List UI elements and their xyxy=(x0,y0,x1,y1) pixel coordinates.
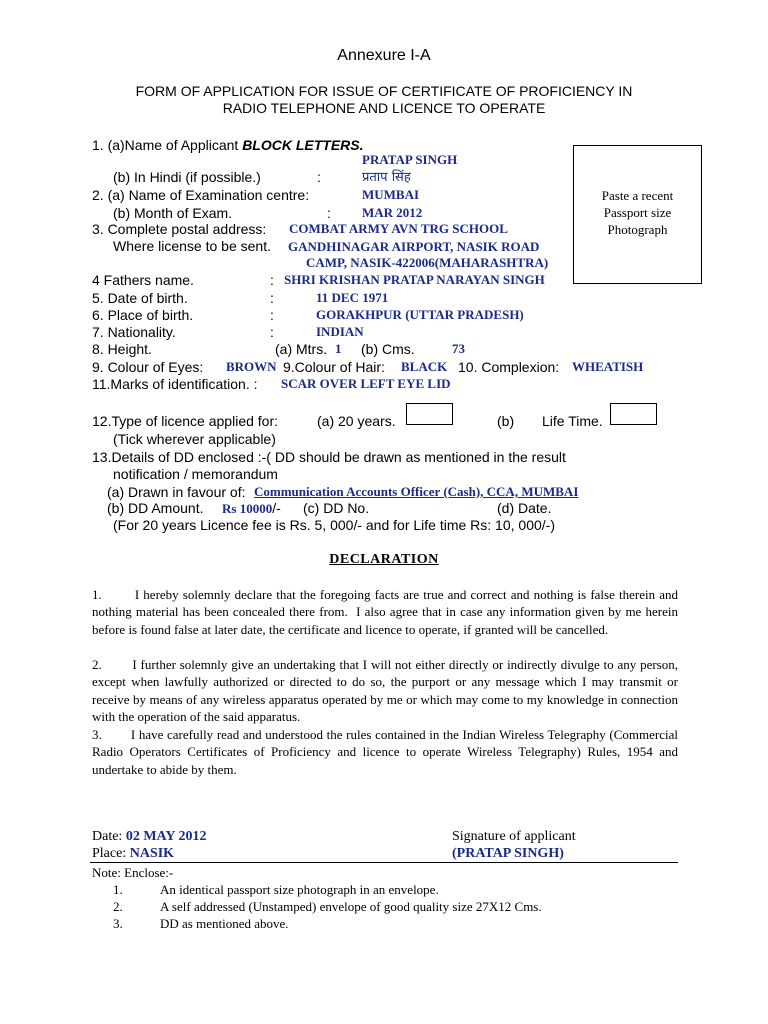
pob-label: 6. Place of birth. xyxy=(92,307,194,323)
date-value[interactable]: 02 MAY 2012 xyxy=(125,829,207,844)
fathers-name-label: 4 Fathers name. xyxy=(92,272,194,288)
applicant-name-value[interactable]: PRATAP SINGH xyxy=(362,152,458,167)
enclosure-3-number: 3. xyxy=(113,916,123,931)
photo-box[interactable] xyxy=(573,145,702,284)
form-title-line1: FORM OF APPLICATION FOR ISSUE OF CERTIFICATE OF PROFICIENCY IN xyxy=(135,83,633,99)
enclosure-2-number: 2. xyxy=(113,899,123,914)
height-cms-value[interactable]: 73 xyxy=(452,341,465,356)
exam-month-label: (b) Month of Exam. xyxy=(113,205,233,221)
form-title-line2: RADIO TELEPHONE AND LICENCE TO OPERATE xyxy=(222,100,546,116)
dd-amount-value: Rs 10000 xyxy=(222,501,273,516)
field-applicant-name-label xyxy=(92,137,364,153)
applicant-name-label: 1. (a)Name of Applicant xyxy=(92,137,243,153)
dob-colon: : xyxy=(270,290,274,306)
declaration-text-2: 2. I further solemnly give an undertaking that I will not either directly or indirectly divulge to any person, except when lawfully authorized or directed to do so, the purport or any message which I may transmit or receive by means of any wireless apparatus operated by me or which may come to my knowledge in connection with the operation of the said apparatus. xyxy=(92,657,682,725)
pob-colon: : xyxy=(270,307,274,323)
enclosure-2-text: A self addressed (Unstamped) envelope of good quality size 27X12 Cms. xyxy=(160,899,542,914)
declaration-paragraph-2 xyxy=(92,656,682,726)
declaration-paragraph-1 xyxy=(92,586,682,638)
declaration-text-3: 3. I have carefully read and understood the rules contained in the Indian Wireless Telegraphy (Commercial Radio Operators Certificates of Proficiency and licence to operate Wireless Telegraphy) Rules, 1954 and undertake to abide by them. xyxy=(92,727,682,777)
hindi-name-label: (b) In Hindi (if possible.) xyxy=(113,169,261,185)
dd-amount-field[interactable] xyxy=(222,500,281,518)
licence-lifetime-label: Life Time. xyxy=(542,413,603,429)
declaration-text-1: 1. I hereby solemnly declare that the foregoing facts are true and correct and nothing is false therein and nothing material has been concealed there from. I also agree that in case any information given by me herein before is found false at later date, the certificate and licence to operate, if granted will be cancelled. xyxy=(92,587,682,637)
place-label: Place: xyxy=(92,846,130,861)
hindi-name-colon: : xyxy=(317,169,321,185)
dd-amount-label: (b) DD Amount. xyxy=(107,500,204,516)
postal-address-value-line2[interactable]: GANDHINAGAR AIRPORT, NASIK ROAD xyxy=(288,239,540,254)
exam-month-colon: : xyxy=(327,205,331,221)
exam-centre-value[interactable]: MUMBAI xyxy=(362,187,420,202)
hair-colour-value[interactable]: BLACK xyxy=(401,359,448,374)
height-mtrs-value[interactable]: 1 xyxy=(335,341,342,356)
date-line xyxy=(92,829,206,845)
dob-value[interactable]: 11 DEC 1971 xyxy=(316,290,389,305)
postal-address-value-line1[interactable]: COMBAT ARMY AVN TRG SCHOOL xyxy=(289,221,508,236)
fathers-name-value[interactable]: SHRI KRISHAN PRATAP NARAYAN SINGH xyxy=(284,272,545,287)
licence-b-label: (b) xyxy=(497,413,515,429)
note-enclose-label: Note: Enclose:- xyxy=(92,865,174,880)
date-label: Date: xyxy=(92,829,126,844)
licence-20-years-label: (a) 20 years. xyxy=(317,413,396,429)
fathers-name-colon: : xyxy=(270,272,274,288)
licence-lifetime-checkbox[interactable] xyxy=(610,403,657,425)
nationality-colon: : xyxy=(270,324,274,340)
declaration-heading: DECLARATION xyxy=(329,552,439,567)
photo-box-line2: Passport size xyxy=(603,205,672,220)
signature-label: Signature of applicant xyxy=(452,829,576,844)
licence-type-label: 12.Type of licence applied for: xyxy=(92,413,279,429)
dd-details-label-line2: notification / memorandum xyxy=(113,466,278,482)
hair-colour-label: 9.Colour of Hair: xyxy=(283,359,385,375)
dob-label: 5. Date of birth. xyxy=(92,290,188,306)
identification-marks-label: 11.Marks of identification. : xyxy=(92,376,258,392)
dd-date-label: (d) Date. xyxy=(497,500,552,516)
nationality-label: 7. Nationality. xyxy=(92,324,176,340)
dd-details-label: 13.Details of DD enclosed :-( DD should be drawn as mentioned in the result xyxy=(92,449,566,465)
dd-amount-suffix: /- xyxy=(272,500,281,516)
postal-address-label: 3. Complete postal address: xyxy=(92,221,267,237)
dd-favour-label: (a) Drawn in favour of: xyxy=(107,484,246,500)
eye-colour-value[interactable]: BROWN xyxy=(226,359,277,374)
postal-address-value-line3[interactable]: CAMP, NASIK-422006(MAHARASHTRA) xyxy=(306,255,549,270)
exam-centre-label: 2. (a) Name of Examination centre: xyxy=(92,187,310,203)
declaration-paragraph-3 xyxy=(92,726,682,778)
eye-colour-label: 9. Colour of Eyes: xyxy=(92,359,204,375)
tick-note: (Tick wherever applicable) xyxy=(113,431,276,447)
dd-favour-value[interactable]: Communication Accounts Officer (Cash), CCA, MUMBAI xyxy=(254,484,579,499)
licence-20-years-checkbox[interactable] xyxy=(406,403,453,425)
annexure-title: Annexure I-A xyxy=(337,47,431,64)
dd-number-label: (c) DD No. xyxy=(303,500,370,516)
height-cms-label: (b) Cms. xyxy=(361,341,415,357)
fee-note: (For 20 years Licence fee is Rs. 5, 000/- and for Life time Rs: 10, 000/-) xyxy=(113,517,555,533)
enclosure-3-text: DD as mentioned above. xyxy=(160,916,289,931)
pob-value[interactable]: GORAKHPUR (UTTAR PRADESH) xyxy=(316,307,524,322)
signature-name[interactable]: (PRATAP SINGH) xyxy=(452,846,564,861)
photo-box-line1: Paste a recent xyxy=(601,188,674,203)
height-mtrs-label: (a) Mtrs. xyxy=(275,341,328,357)
block-letters-label: BLOCK LETTERS. xyxy=(242,137,364,153)
license-sent-label: Where license to be sent. xyxy=(113,238,271,254)
exam-month-value[interactable]: MAR 2012 xyxy=(362,205,423,220)
height-label: 8. Height. xyxy=(92,341,152,357)
photo-box-line3: Photograph xyxy=(607,222,668,237)
identification-marks-value[interactable]: SCAR OVER LEFT EYE LID xyxy=(281,376,451,391)
enclosure-1-number: 1. xyxy=(113,882,123,897)
complexion-label: 10. Complexion: xyxy=(458,359,560,375)
place-value[interactable]: NASIK xyxy=(129,846,175,861)
complexion-value[interactable]: WHEATISH xyxy=(572,359,644,374)
hindi-name-value[interactable]: प्रताप सिंह xyxy=(362,170,411,185)
place-line xyxy=(92,846,174,862)
footer-divider xyxy=(90,862,678,863)
nationality-value[interactable]: INDIAN xyxy=(316,324,364,339)
enclosure-1-text: An identical passport size photograph in an envelope. xyxy=(160,882,439,897)
